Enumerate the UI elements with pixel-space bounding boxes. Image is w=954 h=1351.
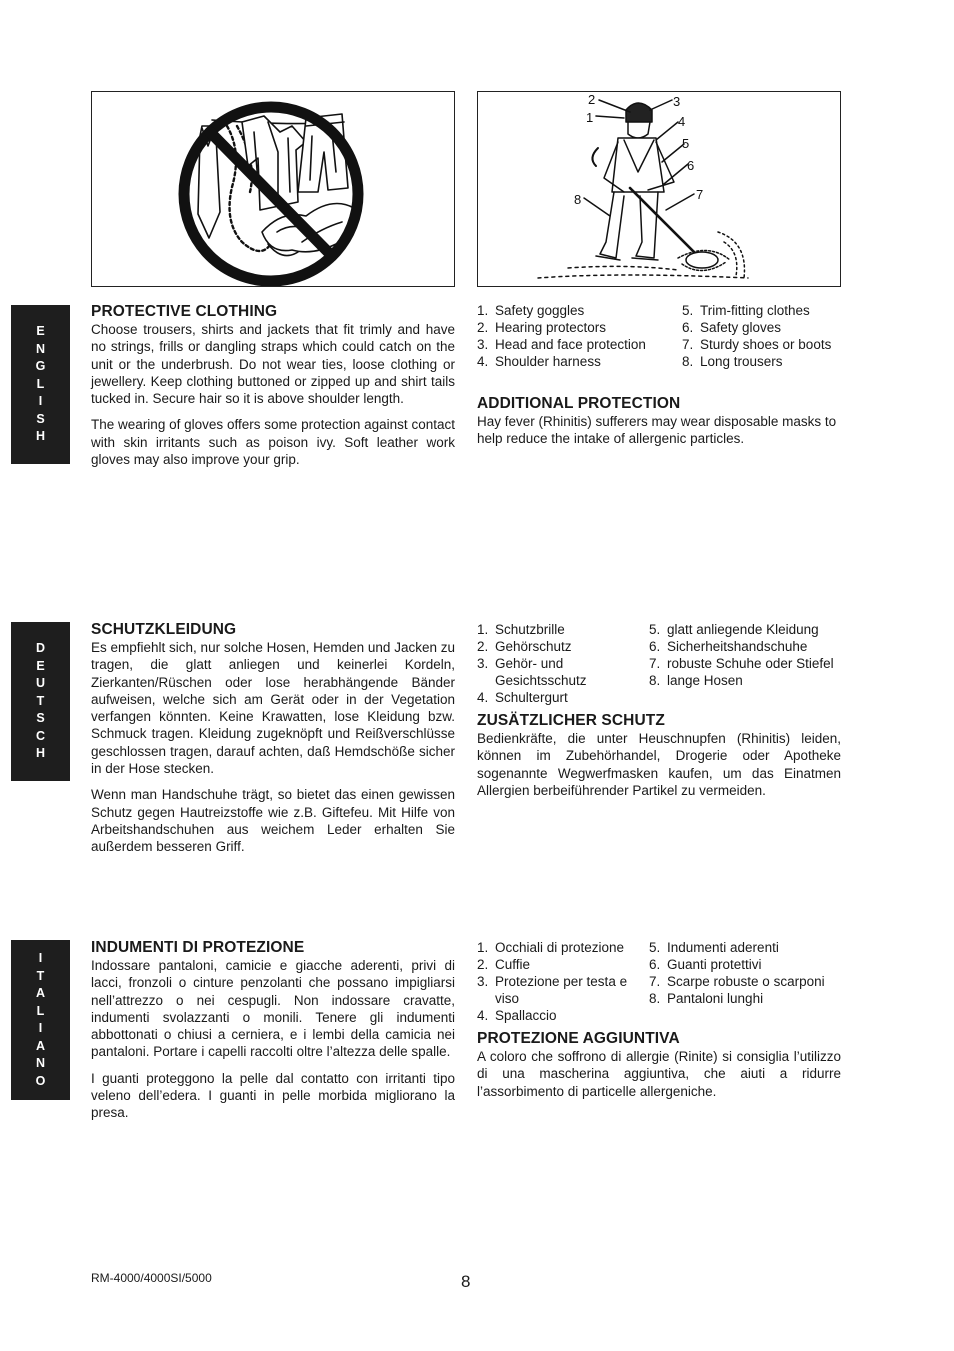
callout-1: 1 xyxy=(586,110,594,125)
callout-8: 8 xyxy=(574,192,582,207)
tab-letter: A xyxy=(35,986,46,1000)
legend-item-label: Guanti protettivi xyxy=(667,957,762,972)
legend-item-number: 7. xyxy=(682,337,694,352)
tab-letter: N xyxy=(35,341,46,356)
legend-item-label: Hearing protectors xyxy=(495,320,607,335)
language-tab-deutsch xyxy=(11,622,70,781)
language-tab-italiano xyxy=(11,940,70,1100)
legend-item xyxy=(477,621,649,638)
legend-item-label: Sturdy shoes or boots xyxy=(700,337,832,352)
legend-item-label: Shoulder harness xyxy=(495,354,601,369)
legend-item-label: Sicherheitshandschuhe xyxy=(667,639,808,654)
deutsch-additional xyxy=(477,712,841,799)
legend-item-label: Pantaloni lunghi xyxy=(667,991,764,1006)
legend-item-label: Schutzbrille xyxy=(495,622,565,637)
legend-item-number: 4. xyxy=(477,690,489,705)
legend-item-number: 6. xyxy=(682,320,694,335)
legend-item xyxy=(682,353,843,370)
legend-item-label: Long trousers xyxy=(700,354,783,369)
tab-letter: G xyxy=(35,359,46,374)
legend-list-left xyxy=(477,302,682,370)
legend-item-number: 2. xyxy=(477,639,489,654)
callout-3: 3 xyxy=(673,94,681,109)
legend-item xyxy=(682,336,843,353)
legend-item-number: 4. xyxy=(477,354,489,369)
tab-letter: U xyxy=(35,676,46,691)
paragraph: Wenn man Handschuhe trägt, so bietet das einen gewissen Schutz gegen Hautreizstoffe wie z.B. Giftefeu. Mit Hilfe von Arbeitshandschuhen aus weichem Leder erhalten Sie außerdem besseren Griff. xyxy=(91,787,455,855)
legend-item xyxy=(649,973,843,990)
italiano-left-column xyxy=(91,939,455,1122)
legend-item xyxy=(649,655,843,672)
figure-protective-equipment xyxy=(477,91,841,287)
legend-item-number: 1. xyxy=(477,303,489,318)
section-heading: PROTECTIVE CLOTHING xyxy=(91,303,278,320)
legend-item-label: Occhiali di protezione xyxy=(495,940,625,955)
paragraph: Choose trousers, shirts and jackets that fit trimly and have no strings, frills or dangling straps which could catch on the unit or the underbrush. Do not wear ties, loose clothing or jewellery. Keep clothing buttoned or zipped up and shirt tails tucked in. Secure hair so it is above shoulder length. xyxy=(91,322,455,407)
callout-2: 2 xyxy=(588,92,596,107)
legend-item-number: 7. xyxy=(649,974,661,989)
section-heading: INDUMENTI DI PROTEZIONE xyxy=(91,939,305,956)
operator-with-trimmer-illustration xyxy=(478,92,840,286)
paragraph: Bedienkräfte, die unter Heuschnupfen (Rhinitis) leiden, können im Zubehörhandel, Drogerie oder Apotheke sogenannte Wegwerfmasken kaufen, um das Einatmen Allergien berbeiführender Partikel zu vermeiden. xyxy=(477,731,841,798)
legend-item xyxy=(477,319,682,336)
legend-item-label: Cuffie xyxy=(495,957,531,972)
legend-item-number: 1. xyxy=(477,940,489,955)
legend-item-label: Safety goggles xyxy=(495,303,585,318)
legend-item xyxy=(682,319,843,336)
legend-item xyxy=(649,956,843,973)
callout-7: 7 xyxy=(696,187,704,202)
legend-item-number: 5. xyxy=(649,622,661,637)
paragraph: A coloro che soffrono di allergie (Rinite) si consiglia l’utilizzo di una mascherina aggiuntiva, che aiuti a ridurre l’assorbimento di particelle allergeniche. xyxy=(477,1049,841,1099)
legend-item-number: 3. xyxy=(477,656,489,671)
callout-6: 6 xyxy=(687,158,695,173)
legend-item-label: Gehör- und Gesichtsschutz xyxy=(495,656,587,688)
legend-item xyxy=(477,689,649,706)
tab-letter: A xyxy=(35,1038,46,1053)
legend-item-number: 3. xyxy=(477,974,489,989)
legend-item xyxy=(649,672,843,689)
deutsch-left-column xyxy=(91,621,455,856)
legend-item-number: 6. xyxy=(649,957,661,972)
prohibited-clothing-illustration xyxy=(92,92,454,286)
legend-item-number: 3. xyxy=(477,337,489,352)
callout-4: 4 xyxy=(678,114,686,129)
legend-item-number: 8. xyxy=(649,673,661,688)
section-heading: ZUSÄTZLICHER SCHUTZ xyxy=(477,712,665,729)
legend-item xyxy=(649,939,843,956)
page-number: 8 xyxy=(461,1272,471,1291)
tab-letter: I xyxy=(38,1021,43,1035)
tab-letter: T xyxy=(36,693,45,708)
legend-item xyxy=(477,302,682,319)
legend-item xyxy=(477,939,649,956)
footer-model-number: RM-4000/4000SI/5000 xyxy=(91,1271,212,1285)
tab-letter: O xyxy=(35,1073,46,1088)
legend-item-number: 5. xyxy=(649,940,661,955)
legend-item-number: 8. xyxy=(682,354,694,369)
legend-list-left xyxy=(477,939,649,1024)
legend-item xyxy=(649,990,843,1007)
tab-letter: D xyxy=(35,641,46,656)
legend-item-label: Indumenti aderenti xyxy=(667,940,779,955)
legend-item-label: robuste Schuhe oder Stiefel xyxy=(667,656,834,671)
figure-prohibited-clothing xyxy=(91,91,455,287)
tab-letter: I xyxy=(38,951,43,965)
tab-letter: L xyxy=(36,376,45,391)
paragraph: Indossare pantaloni, camicie e giacche aderenti, privi di lacci, fronzoli o cinture penzolanti che possano impigliarsi nell’attrezzo o nei cespugli. Non indossare cravatte, indumenti svolazzanti o monili. Tenere gli indumenti abbottonati o chiusi a cerniera, e i lembi della camicia nei pantaloni. Portare i capelli raccolti oltre l’altezza delle spalle. xyxy=(91,958,455,1060)
tab-letter: E xyxy=(36,658,45,673)
legend-list-right xyxy=(649,621,843,706)
legend-item xyxy=(477,353,682,370)
legend-item-number: 6. xyxy=(649,639,661,654)
legend-item-label: lange Hosen xyxy=(667,673,743,688)
italiano-legend xyxy=(477,939,843,1024)
legend-item-number: 4. xyxy=(477,1008,489,1023)
tab-letter: S xyxy=(36,711,45,726)
tab-letter: L xyxy=(36,1003,45,1018)
legend-item-number: 8. xyxy=(649,991,661,1006)
tab-letter: H xyxy=(35,746,46,761)
english-left-column xyxy=(91,303,455,468)
legend-item-number: 1. xyxy=(477,622,489,637)
paragraph: Hay fever (Rhinitis) sufferers may wear disposable masks to help reduce the intake of allergenic particles. xyxy=(477,414,837,447)
legend-item-label: Scarpe robuste o scarponi xyxy=(667,974,825,989)
italiano-additional xyxy=(477,1030,841,1100)
legend-item xyxy=(649,638,843,655)
tab-letter: H xyxy=(35,429,46,444)
legend-item xyxy=(477,973,649,1007)
legend-item-label: Protezione per testa e viso xyxy=(495,974,628,1006)
tab-letter: C xyxy=(35,728,46,743)
tab-letter: S xyxy=(36,411,45,426)
section-heading: PROTEZIONE AGGIUNTIVA xyxy=(477,1030,680,1047)
legend-item-number: 5. xyxy=(682,303,694,318)
language-tab-english xyxy=(11,305,70,464)
tab-letter: E xyxy=(36,324,45,339)
legend-item xyxy=(477,956,649,973)
legend-item xyxy=(477,655,649,689)
legend-item-number: 2. xyxy=(477,320,489,335)
legend-list-right xyxy=(682,302,843,370)
legend-item-label: Gehörschutz xyxy=(495,639,572,654)
legend-item-number: 2. xyxy=(477,957,489,972)
legend-item xyxy=(477,1007,649,1024)
legend-item xyxy=(649,621,843,638)
paragraph: I guanti proteggono la pelle dal contatto con irritanti tipo veleno dell’edera. I guanti in pelle morbida migliorano la presa. xyxy=(91,1070,455,1121)
legend-item xyxy=(477,638,649,655)
legend-item-label: Trim-fitting clothes xyxy=(700,303,810,318)
legend-list-left xyxy=(477,621,649,706)
legend-item-label: Spallaccio xyxy=(495,1008,557,1023)
legend-item-number: 7. xyxy=(649,656,661,671)
tab-letter: T xyxy=(36,968,45,983)
legend-item-label: glatt anliegende Kleidung xyxy=(667,622,819,637)
section-heading: ADDITIONAL PROTECTION xyxy=(477,395,681,412)
legend-item-label: Head and face protection xyxy=(495,337,646,352)
legend-item xyxy=(477,336,682,353)
paragraph: The wearing of gloves offers some protection against contact with skin irritants such as poison ivy. Soft leather work gloves may also improve your grip. xyxy=(91,417,455,468)
legend-item-label: Safety gloves xyxy=(700,320,782,335)
tab-letter: I xyxy=(38,394,43,409)
callout-5: 5 xyxy=(682,136,690,151)
english-legend xyxy=(477,302,843,370)
paragraph: Es empfiehlt sich, nur solche Hosen, Hemden und Jacken zu tragen, die glatt anliegen und keinerlei Kordeln, Zierkanten/Rüschen oder lose herabhängende Bänder aufweisen, welche sich am Gerät oder in der Vegetation verfangen könnten. Keine Krawatten, lose Kleidung bzw. Schmuck tragen. Kleidung zugeknöpft und Reißverschlüsse geschlossen tragen, darauf achten, daß Hemdschöße sicher in der Hose stecken. xyxy=(91,640,455,777)
legend-item xyxy=(682,302,843,319)
section-heading: SCHUTZKLEIDUNG xyxy=(91,621,237,638)
deutsch-legend xyxy=(477,621,843,706)
legend-list-right xyxy=(649,939,843,1024)
english-additional xyxy=(477,395,841,448)
tab-letter: N xyxy=(35,1056,46,1070)
legend-item-label: Schultergurt xyxy=(495,690,568,705)
